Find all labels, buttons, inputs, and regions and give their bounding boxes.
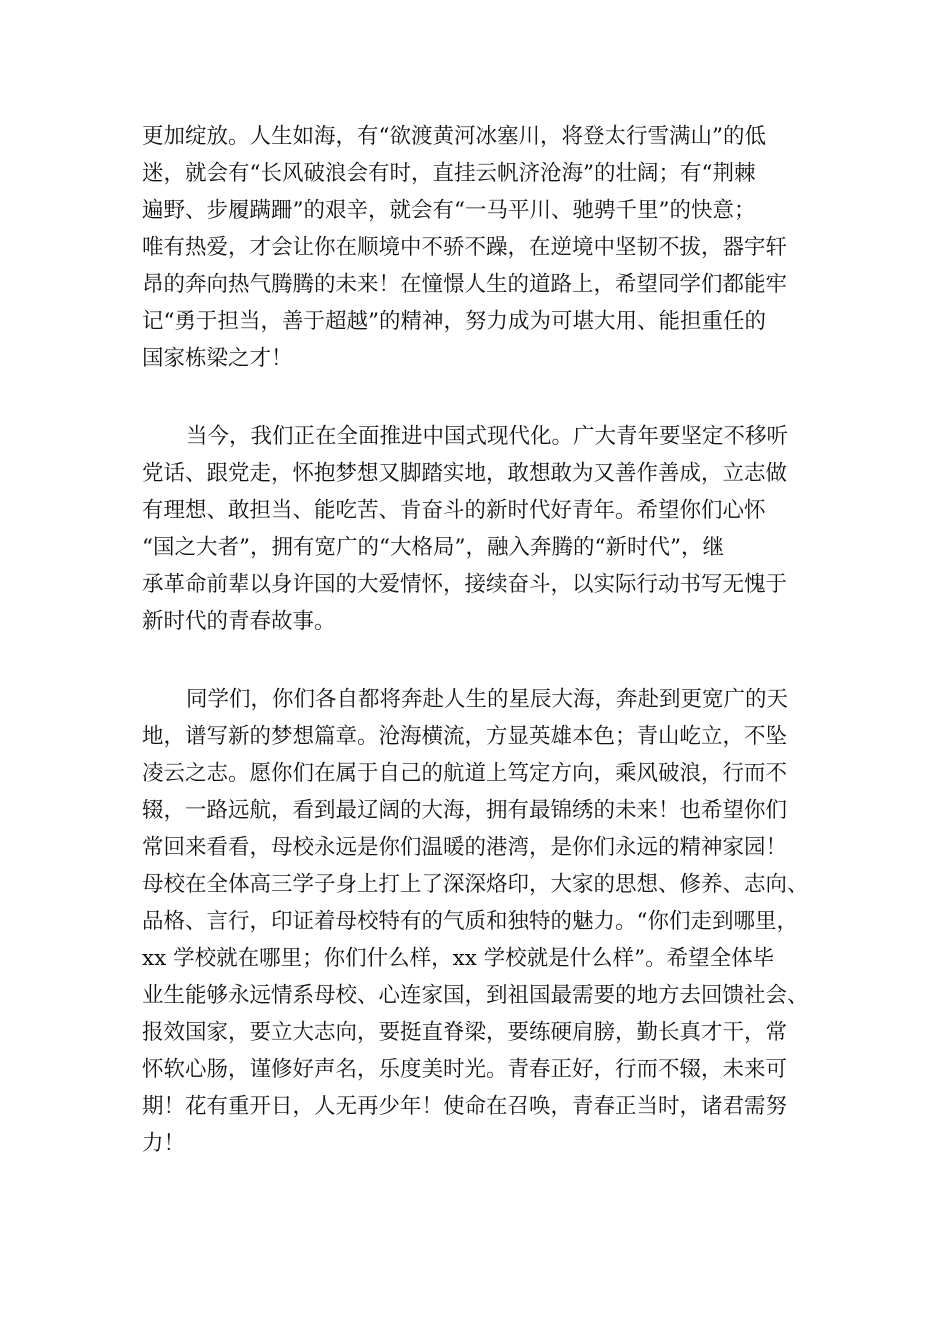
paragraph-line: 迷，就会有“长风破浪会有时，直挂云帆济沧海”的壮阔；有“荆棘 xyxy=(142,161,756,186)
paragraph-line: 地，谱写新的梦想篇章。沧海横流，方显英雄本色；青山屹立，不坠 xyxy=(142,724,788,749)
paragraph-line: 更加绽放。人生如海，有“欲渡黄河冰塞川，将登太行雪满山”的低 xyxy=(142,124,766,149)
paragraph-line: 唯有热爱，才会让你在顺境中不骄不躁，在逆境中坚韧不拔，器宇轩 xyxy=(142,235,788,260)
paragraph-line: 报效国家，要立大志向，要挺直脊梁，要练硬肩膀，勤长真才干，常 xyxy=(142,1020,788,1045)
paragraph-line: 昂的奔向热气腾腾的未来！在憧憬人生的道路上，希望同学们都能牢 xyxy=(142,272,788,297)
paragraph-line: 新时代的青春故事。 xyxy=(142,609,336,634)
paragraph-line: 母校在全体高三学子身上打上了深深烙印，大家的思想、修养、志向、 xyxy=(142,872,809,897)
paragraph-line: “国之大者”，拥有宽广的“大格局”，融入奔腾的“新时代”，继 xyxy=(142,535,724,560)
paragraph-line: 党话、跟党走，怀抱梦想又脚踏实地，敢想敢为又善作善成，立志做 xyxy=(142,461,788,486)
paragraph-line: 辍，一路远航，看到最辽阔的大海，拥有最锦绣的未来！也希望你们 xyxy=(142,798,788,823)
paragraph-line: 当今，我们正在全面推进中国式现代化。广大青年要坚定不移听 xyxy=(186,424,789,449)
paragraph-line: 力！ xyxy=(142,1131,186,1156)
paragraph-line: 遍野、步履蹒跚”的艰辛，就会有“一马平川、驰骋千里”的快意； xyxy=(142,198,756,223)
paragraph-line: 有理想、敢担当、能吃苦、肯奋斗的新时代好青年。希望你们心怀 xyxy=(142,498,766,523)
paragraph-line: 同学们，你们各自都将奔赴人生的星辰大海，奔赴到更宽广的天 xyxy=(186,687,789,712)
paragraph-line: 品格、言行，印证着母校特有的气质和独特的魅力。“你们走到哪里， xyxy=(142,909,798,934)
paragraph-line: xx 学校就在哪里；你们什么样，xx 学校就是什么样”。希望全体毕 xyxy=(142,946,775,971)
paragraph-line: 凌云之志。愿你们在属于自己的航道上笃定方向，乘风破浪，行而不 xyxy=(142,761,788,786)
paragraph-line: 怀软心肠，谨修好声名，乐度美时光。青春正好，行而不辍，未来可 xyxy=(142,1057,788,1082)
paragraph-line: 记“勇于担当，善于超越”的精神，努力成为可堪大用、能担重任的 xyxy=(142,309,766,334)
paragraph-line: 常回来看看，母校永远是你们温暖的港湾，是你们永远的精神家园！ xyxy=(142,835,788,860)
paragraph-line: 业生能够永远情系母校、心连家国，到祖国最需要的地方去回馈社会、 xyxy=(142,983,809,1008)
paragraph-line: 国家栋梁之才！ xyxy=(142,346,293,371)
paragraph-line: 期！花有重开日，人无再少年！使命在召唤，青春正当时，诸君需努 xyxy=(142,1094,788,1119)
paragraph-line: 承革命前辈以身许国的大爱情怀，接续奋斗，以实际行动书写无愧于 xyxy=(142,572,788,597)
